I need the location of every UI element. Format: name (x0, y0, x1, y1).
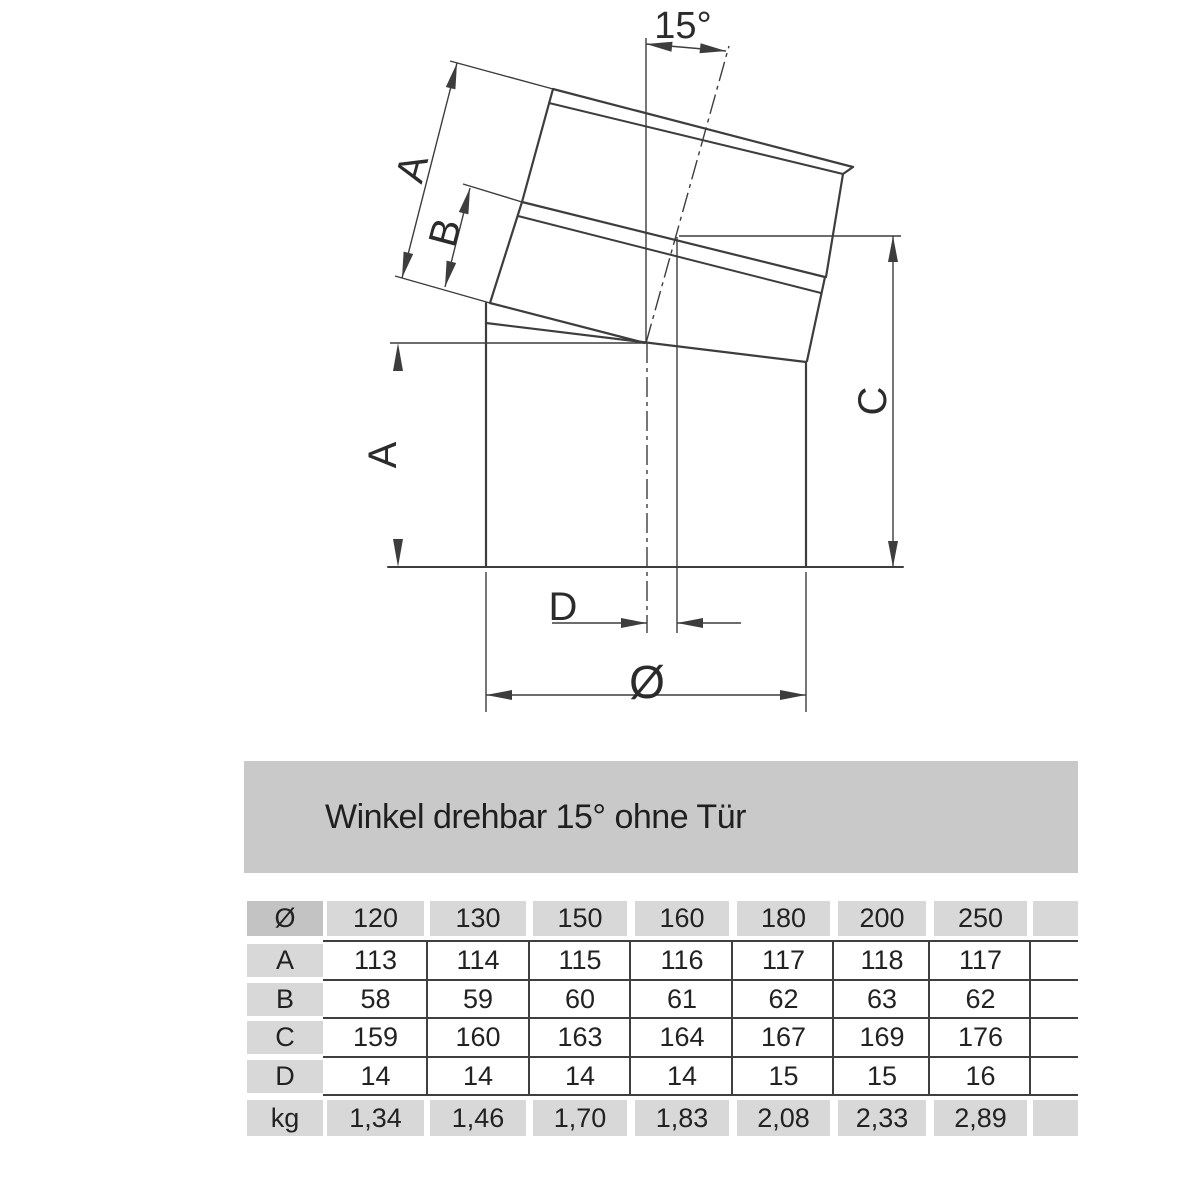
sleeve-left-edge (490, 202, 522, 303)
table-cell: 1,70 (533, 1100, 627, 1136)
angle-label: 15° (654, 5, 712, 47)
table-row (247, 1060, 1078, 1093)
dim-label-c: C (851, 386, 895, 416)
upper-pipe-centerline (646, 46, 729, 343)
table-header-cell: 180 (737, 901, 830, 936)
dim-label-diameter: Ø (629, 656, 665, 708)
table-cell: 62 (768, 984, 799, 1014)
table-cell: 114 (456, 945, 500, 975)
table-header-cell-empty (1033, 901, 1078, 936)
table-header-cell: 120 (327, 901, 424, 936)
table-grid-line (323, 979, 1078, 981)
upper-pipe-left-edge (522, 89, 553, 202)
diameter-arrow-right (780, 690, 806, 700)
table-cell: 163 (557, 1022, 603, 1052)
table-cell: 1,46 (430, 1100, 526, 1136)
a-upper-bottom-extension (395, 276, 490, 303)
table-grid-line (629, 940, 631, 1096)
table-header-cell: 150 (533, 901, 627, 936)
table-cell-empty (1033, 1100, 1078, 1136)
table-grid-line (832, 940, 834, 1096)
c-arrow-top (888, 236, 898, 262)
c-arrow-bottom (888, 541, 898, 567)
table-grid-line (731, 940, 733, 1096)
table-cell: 2,08 (737, 1100, 830, 1136)
table-cell: 118 (860, 945, 904, 975)
product-title: Winkel drehbar 15° ohne Tür (325, 797, 746, 836)
upper-pipe-rim-outer (553, 89, 853, 167)
table-grid-line (1029, 940, 1031, 1096)
table-cell: 15 (866, 1061, 898, 1091)
row-label-cell: C (247, 1021, 323, 1054)
b-top-extension (463, 184, 522, 202)
centerlines (646, 46, 729, 633)
table-cell: 61 (666, 984, 698, 1014)
a-lower-arrow-up (393, 343, 403, 371)
table-grid-line (528, 940, 530, 1096)
row-label-cell: A (247, 944, 323, 977)
table-header-cell: 250 (934, 901, 1027, 936)
d-arrow-left (677, 618, 703, 628)
table-grid-line (426, 940, 428, 1096)
table-grid-line (323, 940, 1078, 942)
table-cell: 167 (760, 1022, 807, 1052)
a-upper-arrow-top (446, 63, 457, 89)
table-cell: 16 (965, 1061, 996, 1091)
d-arrow-right (621, 618, 647, 628)
table-cell: 59 (462, 984, 494, 1014)
b-arrow-top (459, 188, 470, 214)
title-bar (244, 761, 1078, 873)
table-cell: 14 (564, 1061, 596, 1091)
a-upper-arrow-bottom (402, 252, 413, 278)
table-cell: 117 (958, 945, 1003, 975)
table-row (247, 944, 1078, 977)
table-cell: 113 (353, 945, 398, 975)
table-grid-line (323, 1056, 1078, 1058)
table-grid-line (928, 940, 930, 1096)
dim-label-a-lower: A (361, 441, 405, 469)
table-cell: 115 (558, 945, 602, 975)
spec-table (247, 901, 1078, 1137)
diameter-arrow-left (486, 690, 512, 700)
table-cell: 60 (564, 984, 596, 1014)
table-cell: 14 (462, 1061, 494, 1091)
table-cell: 2,89 (934, 1100, 1027, 1136)
sleeve-rim-outer (522, 202, 825, 277)
table-cell: 159 (352, 1022, 399, 1052)
table-header-row (247, 901, 1078, 936)
table-grid-line (323, 1094, 1078, 1096)
sleeve-rim-inner (518, 216, 821, 293)
row-label-cell: B (247, 983, 323, 1016)
b-arrow-bottom (445, 261, 456, 287)
row-label-cell: kg (247, 1100, 323, 1136)
dim-label-b: B (420, 214, 471, 252)
table-cell: 14 (360, 1061, 391, 1091)
dim-label-a-upper: A (387, 150, 438, 188)
table-cell: 116 (660, 945, 704, 975)
table-cell: 169 (859, 1022, 905, 1052)
table-header-cell: 130 (430, 901, 526, 936)
table-header-cell: 160 (635, 901, 729, 936)
table-cell: 2,33 (838, 1100, 926, 1136)
table-row (247, 1021, 1078, 1054)
dimension-lines (387, 38, 901, 712)
table-cell: 176 (957, 1022, 1004, 1052)
a-lower-arrow-down (393, 539, 403, 567)
table-cell: 63 (866, 984, 898, 1014)
dim-label-d: D (548, 585, 578, 629)
sleeve-bottom-face (490, 303, 645, 343)
table-cell: 15 (768, 1061, 799, 1091)
table-cell: 62 (965, 984, 996, 1014)
upper-pipe-right-edge (826, 174, 843, 277)
table-grid-line (323, 1017, 1078, 1019)
a-upper-top-extension (450, 61, 553, 89)
table-header-cell: 200 (838, 901, 926, 936)
upper-pipe-rim-cap (843, 167, 853, 174)
table-cell: 117 (761, 945, 806, 975)
table-cell: 1,34 (327, 1100, 424, 1136)
table-row (247, 983, 1078, 1016)
table-cell: 1,83 (635, 1100, 729, 1136)
table-cell: 164 (659, 1022, 705, 1052)
table-cell: 160 (455, 1022, 501, 1052)
table-cell: 14 (666, 1061, 698, 1091)
table-cell: 58 (360, 984, 391, 1014)
table-row-weight (247, 1100, 1078, 1136)
table-corner-cell: Ø (247, 901, 323, 936)
row-label-cell: D (247, 1060, 323, 1093)
